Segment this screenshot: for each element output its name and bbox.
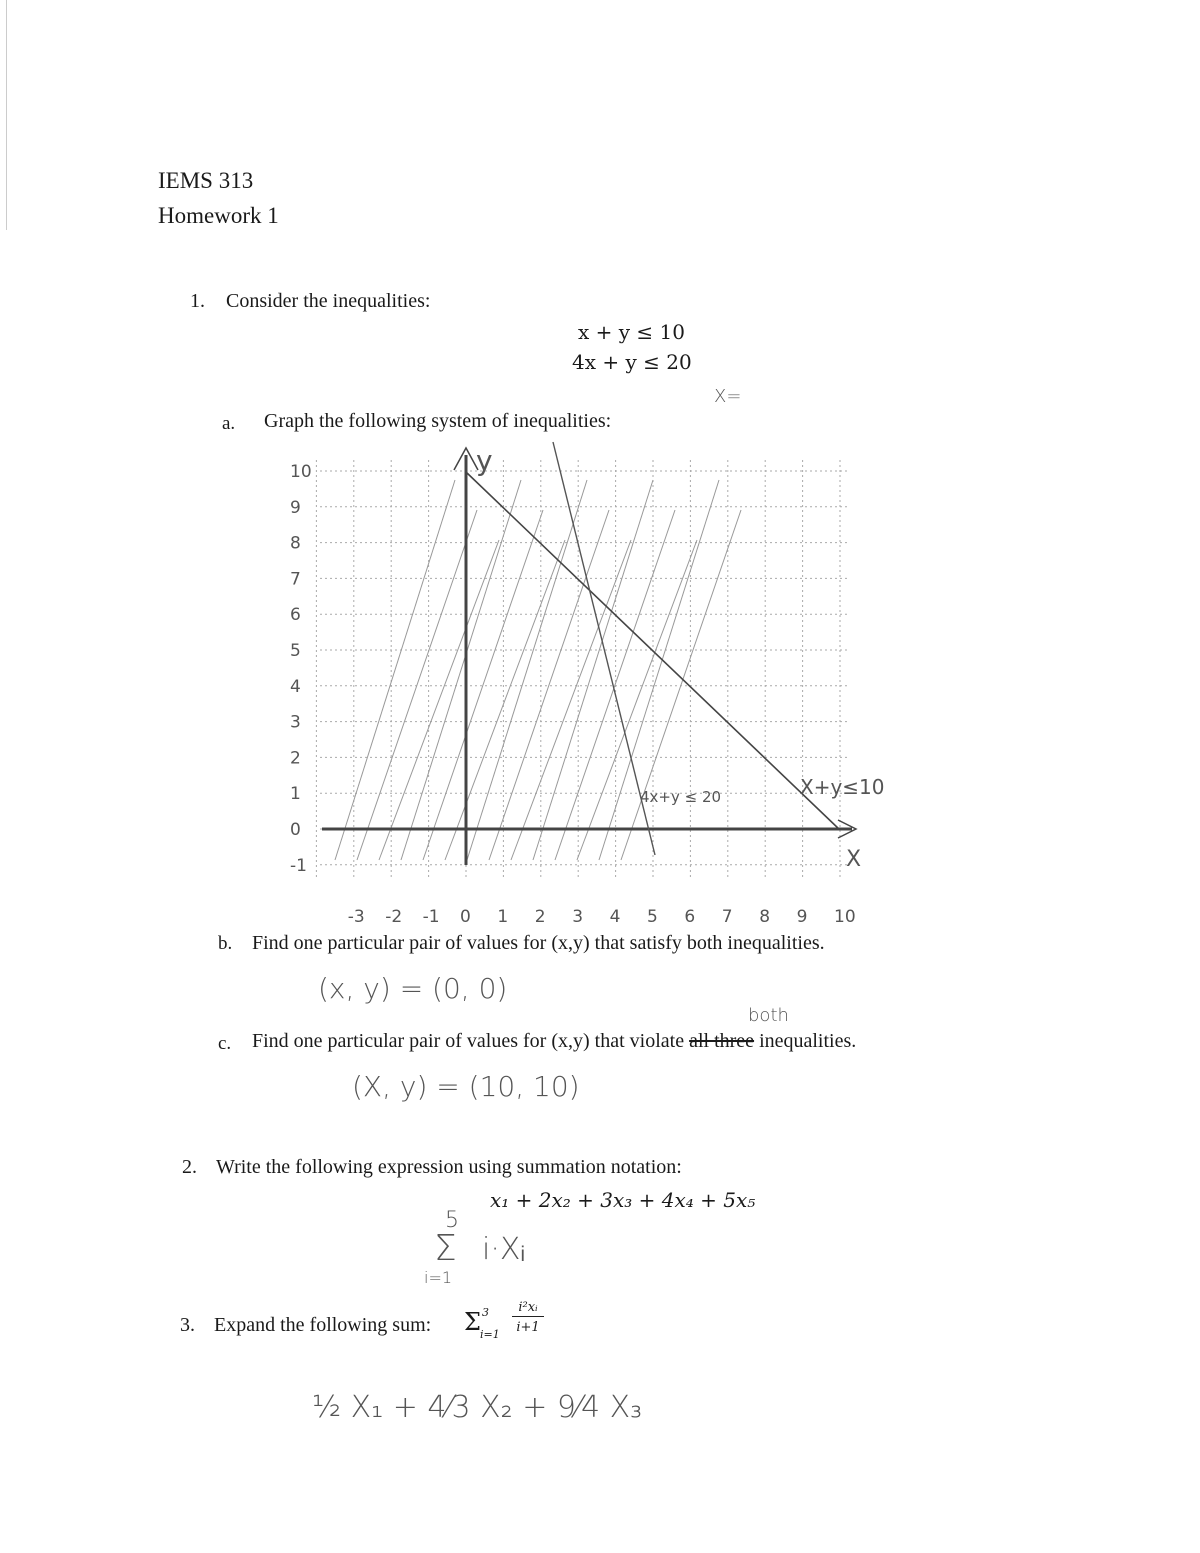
hatch-line: [357, 510, 477, 860]
y-tick-labels: [290, 462, 312, 876]
q3-fraction-numerator: i²xᵢ: [512, 1300, 544, 1317]
x-tick-label: 8: [759, 907, 771, 927]
inequality-1: x + y ≤ 10: [578, 320, 685, 344]
q2-answer-term: i·Xᵢ: [482, 1232, 526, 1267]
q3-answer: ½ X₁ + 4⁄3 X₂ + 9⁄4 X₃: [312, 1390, 643, 1425]
q2-number: 2.: [182, 1156, 197, 1178]
x-tick-label: 7: [721, 907, 733, 927]
hatch-line: [335, 480, 455, 860]
x-tick-label: 0: [460, 907, 471, 927]
hatch-line: [423, 510, 543, 860]
q3-prompt: Expand the following sum:: [214, 1314, 432, 1336]
q1-prompt: Consider the inequalities:: [226, 290, 431, 312]
x-tick-label: -3: [347, 907, 365, 927]
q2-answer-sigma: Σ: [434, 1228, 457, 1269]
graph-grid: [316, 460, 850, 880]
part-b-label: b.: [218, 933, 233, 954]
hatch-line: [489, 510, 609, 860]
line-x-plus-y-label: X+y≤10: [800, 775, 885, 799]
part-c-text-before: Find one particular pair of values for (x,y) that violate: [252, 1030, 690, 1052]
y-tick-label: 1: [290, 784, 301, 805]
part-c-struck-text: all three: [689, 1030, 755, 1052]
q3-number: 3.: [180, 1314, 195, 1336]
hatch-line: [621, 510, 741, 860]
y-tick-label: 3: [290, 712, 301, 733]
y-axis-label: y: [476, 444, 493, 477]
y-tick-label: 4: [290, 676, 301, 697]
x-axis-label: X: [846, 847, 862, 872]
x-tick-label: 4: [609, 907, 621, 927]
q3-sum-upper: 3: [482, 1306, 489, 1319]
part-a-text: Graph the following system of inequalities:: [264, 410, 612, 432]
x-tick-label: 5: [647, 907, 658, 927]
x-tick-label: 6: [684, 907, 696, 927]
x-tick-label: 2: [534, 907, 546, 927]
hatch-line: [533, 480, 653, 860]
y-tick-label: 5: [290, 641, 301, 661]
y-tick-label: 10: [290, 462, 312, 482]
q2-prompt: Write the following expression using summation notation:: [216, 1156, 682, 1178]
y-tick-label: 6: [290, 605, 301, 626]
correction-note: both: [748, 1005, 789, 1026]
x-tick-label: -1: [422, 907, 440, 927]
q3-sum-symbol: Σ: [464, 1308, 481, 1336]
y-tick-label: 7: [290, 569, 301, 590]
x-tick-label: 1: [497, 907, 509, 927]
q2-expression: x₁ + 2x₂ + 3x₃ + 4x₄ + 5x₅: [490, 1188, 756, 1212]
margin-note: X=: [714, 386, 742, 407]
part-c-text: [252, 1030, 856, 1053]
x-tick-label: 9: [796, 907, 808, 927]
y-tick-label: 8: [290, 533, 301, 554]
q3-fraction-denominator: i+1: [516, 1320, 540, 1335]
q3-sum-lower: i=1: [480, 1328, 500, 1341]
hatch-line: [555, 510, 675, 860]
y-tick-label: -1: [290, 855, 307, 876]
part-b-text: Find one particular pair of values for (x,y) that satisfy both inequalities.: [252, 932, 825, 954]
y-tick-label: 2: [290, 748, 301, 769]
part-c-label: c.: [218, 1033, 232, 1054]
x-tick-label: 10: [834, 907, 856, 927]
q1-number: 1.: [190, 290, 205, 312]
x-tick-labels: [348, 907, 856, 927]
x-tick-label: 3: [572, 907, 584, 927]
q2-answer-lower: i=1: [424, 1268, 453, 1287]
part-c-answer: (X, y) = (10, 10): [352, 1070, 580, 1103]
line-4x-label: 4x+y ≤ 20: [640, 788, 722, 806]
q2-answer-upper: 5: [445, 1208, 459, 1233]
y-tick-label: 9: [290, 497, 301, 518]
part-a-label: a.: [222, 413, 236, 434]
course-code: IEMS 313: [158, 168, 254, 193]
y-tick-label: 0: [290, 820, 301, 840]
part-c-text-after: inequalities.: [754, 1030, 857, 1052]
inequality-2: 4x + y ≤ 20: [572, 350, 692, 374]
homework-title: Homework 1: [158, 203, 279, 228]
x-tick-label: -2: [385, 907, 403, 927]
hatch-line: [467, 480, 587, 860]
part-b-answer: (x, y) = (0, 0): [318, 972, 508, 1005]
